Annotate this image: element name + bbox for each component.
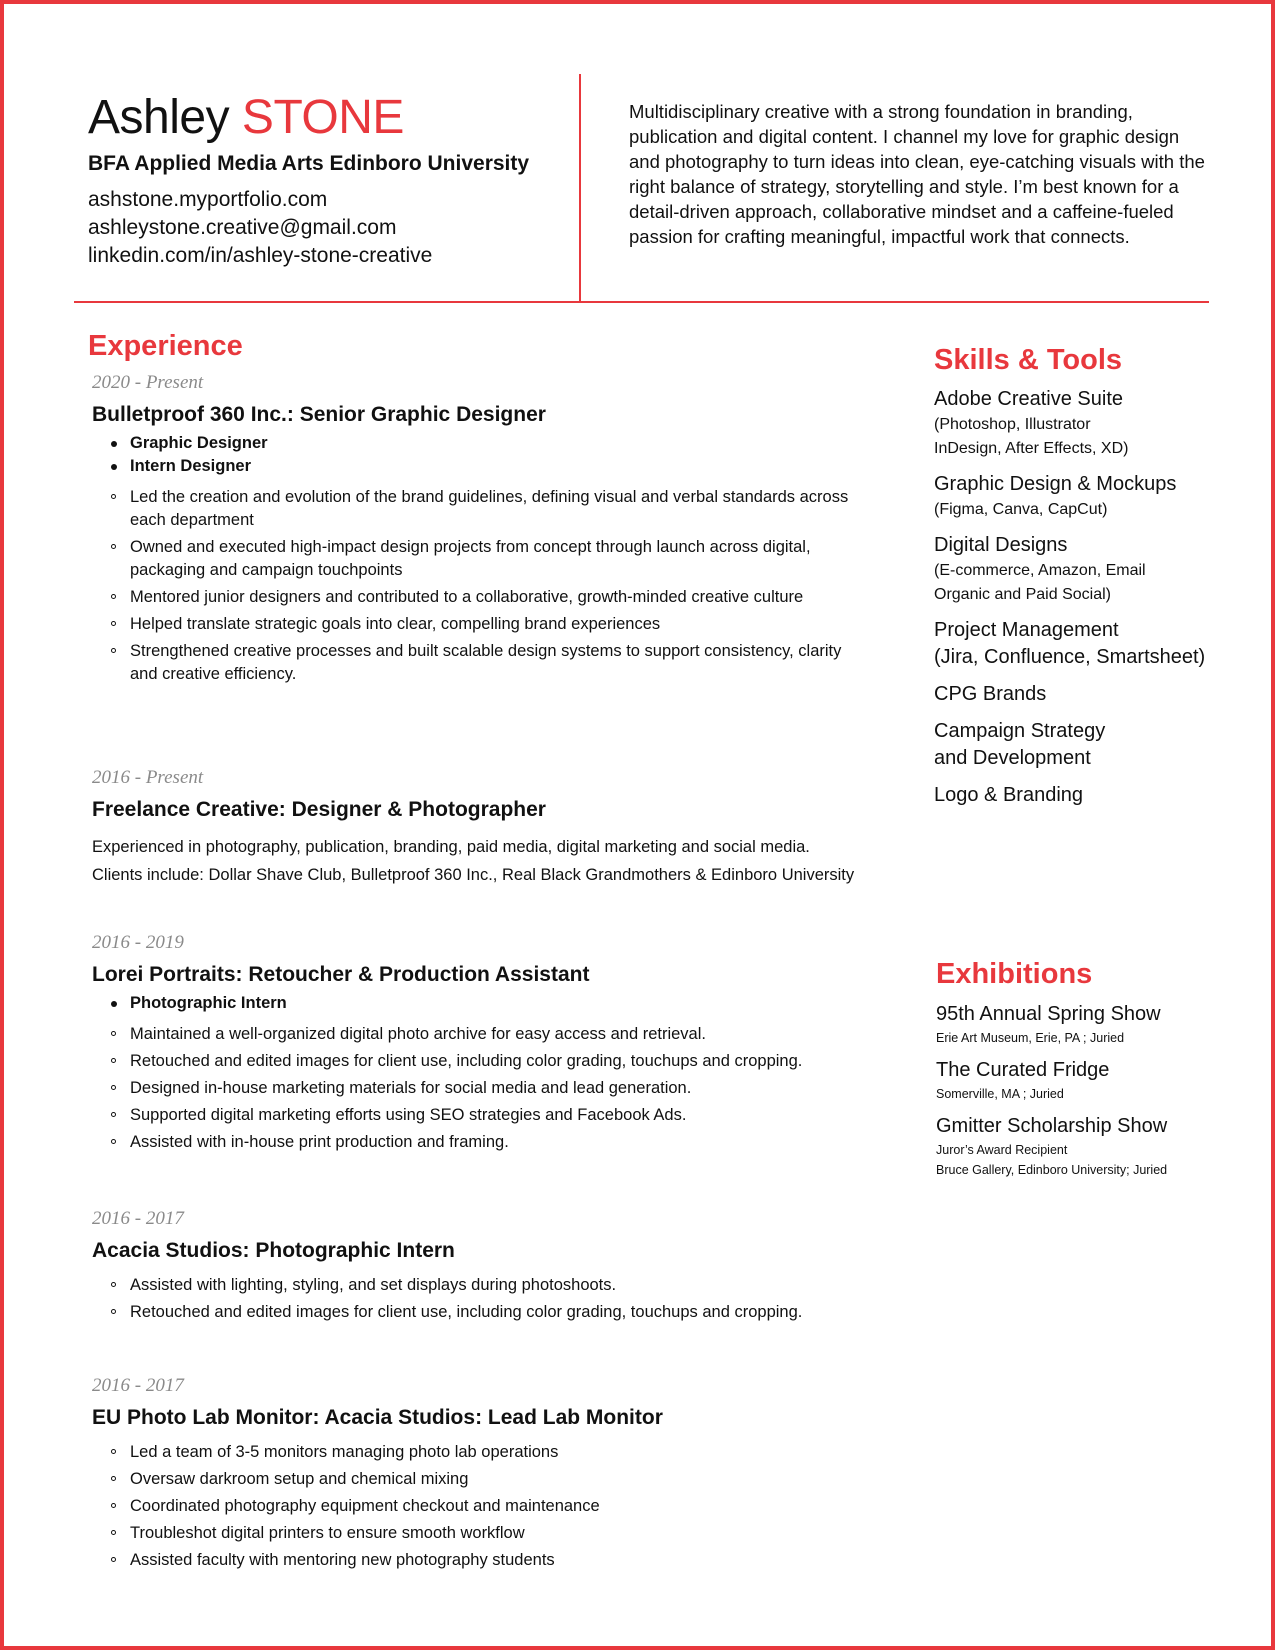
job-date: 2016 - Present	[92, 767, 204, 788]
responsibility-text: Retouched and edited images for client use, including color grading, touchups and cropping.	[130, 1052, 803, 1070]
responsibility-item	[92, 1077, 892, 1100]
bullet-ring-icon	[111, 1058, 116, 1063]
header-horizontal-divider	[74, 301, 1209, 303]
bullet-ring-icon	[111, 594, 116, 599]
skill-detail: (Figma, Canva, CapCut)	[934, 501, 1108, 518]
responsibility-list	[92, 486, 852, 686]
skill-item	[934, 532, 1234, 607]
role-list	[92, 992, 892, 1015]
skill-detail: (Jira, Confluence, Smartsheet)	[934, 646, 1206, 668]
exhibition-title: 95th Annual Spring Show	[936, 1003, 1161, 1025]
header-identity	[88, 88, 548, 270]
role-text: Photographic Intern	[130, 994, 287, 1012]
job-title: Lorei Portraits: Retoucher & Production Assistant	[92, 963, 590, 986]
skill-item	[934, 681, 1234, 708]
exhibition-detail: Juror’s Award Recipient	[936, 1143, 1068, 1157]
skill-detail: (Photoshop, Illustrator	[934, 416, 1091, 433]
responsibility-text: Coordinated photography equipment checkout and maintenance	[130, 1497, 600, 1515]
role-text: Intern Designer	[130, 457, 252, 475]
role-item	[92, 455, 892, 478]
skill-detail: InDesign, After Effects, XD)	[934, 440, 1129, 457]
skills-section	[934, 342, 1234, 819]
bullet-ring-icon	[111, 1085, 116, 1090]
candidate-name	[88, 88, 548, 148]
responsibility-text: Owned and executed high-impact design projects from concept through launch across digital, packaging and campaign touchpoints	[130, 538, 811, 579]
responsibility-list	[92, 1023, 892, 1154]
responsibility-item	[92, 536, 852, 582]
skill-name: Logo & Branding	[934, 784, 1084, 806]
skill-name: CPG Brands	[934, 683, 1047, 705]
role-list	[92, 432, 892, 478]
header-vertical-divider	[579, 74, 581, 301]
contact-info	[88, 186, 548, 270]
bullet-ring-icon	[111, 1476, 116, 1481]
bullet-ring-icon	[111, 1557, 116, 1562]
job-title: EU Photo Lab Monitor: Acacia Studios: Lead Lab Monitor	[92, 1406, 663, 1429]
skill-item	[934, 718, 1234, 772]
role-item	[92, 432, 892, 455]
responsibility-item	[92, 1104, 892, 1127]
skill-name: Project Management	[934, 619, 1119, 641]
portfolio-link[interactable]: ashstone.myportfolio.com	[88, 188, 328, 211]
role-item	[92, 992, 892, 1015]
responsibility-item	[92, 1495, 892, 1518]
job-date: 2020 - Present	[92, 372, 204, 393]
job-description-line: Clients include: Dollar Shave Club, Bulletproof 360 Inc., Real Black Grandmothers & Edinboro University	[92, 866, 855, 884]
linkedin-link[interactable]: linkedin.com/in/ashley-stone-creative	[88, 244, 433, 267]
exhibitions-section	[936, 956, 1236, 1180]
job-description-line: Experienced in photography, publication, branding, paid media, digital marketing and social media.	[92, 838, 810, 856]
exhibition-title: Gmitter Scholarship Show	[936, 1115, 1168, 1137]
job-date: 2016 - 2017	[92, 1375, 184, 1396]
exhibition-detail: Somerville, MA ; Juried	[936, 1087, 1064, 1101]
experience-heading: Experience	[88, 330, 243, 362]
responsibility-item	[92, 1274, 892, 1297]
responsibility-list	[92, 1441, 892, 1572]
job-title: Bulletproof 360 Inc.: Senior Graphic Designer	[92, 403, 546, 426]
responsibility-text: Troubleshot digital printers to ensure smooth workflow	[130, 1524, 525, 1542]
responsibility-item	[92, 586, 852, 609]
responsibility-item	[92, 1301, 892, 1324]
responsibility-item	[92, 1441, 892, 1464]
responsibility-text: Led the creation and evolution of the brand guidelines, defining visual and verbal standards across each department	[130, 488, 849, 529]
responsibility-item	[92, 1522, 892, 1545]
responsibility-text: Maintained a well-organized digital photo archive for easy access and retrieval.	[130, 1025, 706, 1043]
responsibility-text: Assisted with in-house print production and framing.	[130, 1133, 509, 1151]
bullet-dot-icon	[111, 464, 117, 470]
bullet-ring-icon	[111, 1282, 116, 1287]
bullet-ring-icon	[111, 1503, 116, 1508]
skill-item	[934, 386, 1234, 461]
job-title: Acacia Studios: Photographic Intern	[92, 1239, 455, 1262]
bullet-ring-icon	[111, 621, 116, 626]
email-link[interactable]: ashleystone.creative@gmail.com	[88, 216, 397, 239]
role-text: Graphic Designer	[130, 434, 268, 452]
exhibition-detail: Erie Art Museum, Erie, PA ; Juried	[936, 1031, 1125, 1045]
skill-name: Graphic Design & Mockups	[934, 473, 1177, 495]
job-description	[92, 833, 912, 889]
skill-detail: and Development	[934, 747, 1091, 769]
job-entry	[92, 370, 892, 690]
responsibility-item	[92, 1023, 892, 1046]
job-entry	[92, 765, 912, 889]
exhibition-title: The Curated Fridge	[936, 1059, 1110, 1081]
bullet-ring-icon	[111, 1449, 116, 1454]
first-name: Ashley	[88, 91, 230, 144]
responsibility-item	[92, 486, 852, 532]
skill-item	[934, 471, 1234, 522]
job-entry	[92, 1206, 892, 1328]
degree: BFA Applied Media Arts Edinboro University	[88, 152, 530, 175]
bullet-ring-icon	[111, 1309, 116, 1314]
responsibility-item	[92, 1050, 892, 1073]
responsibility-text: Led a team of 3-5 monitors managing photo lab operations	[130, 1443, 559, 1461]
responsibility-text: Strengthened creative processes and built scalable design systems to support consistency, clarity and creative efficiency.	[130, 642, 842, 683]
job-entry	[92, 930, 892, 1158]
responsibility-item	[92, 1468, 892, 1491]
skills-list	[934, 386, 1234, 809]
bullet-ring-icon	[111, 494, 116, 499]
skills-heading: Skills & Tools	[934, 344, 1123, 376]
responsibility-item	[92, 1131, 892, 1154]
responsibility-text: Designed in-house marketing materials for social media and lead generation.	[130, 1079, 692, 1097]
responsibility-text: Assisted with lighting, styling, and set displays during photoshoots.	[130, 1276, 617, 1294]
job-date: 2016 - 2019	[92, 932, 184, 953]
job-title: Freelance Creative: Designer & Photographer	[92, 798, 546, 821]
exhibition-item	[936, 1056, 1236, 1104]
bullet-ring-icon	[111, 1139, 116, 1144]
bullet-ring-icon	[111, 1031, 116, 1036]
skill-item	[934, 617, 1234, 671]
bullet-ring-icon	[111, 544, 116, 549]
responsibility-text: Oversaw darkroom setup and chemical mixing	[130, 1470, 469, 1488]
responsibility-text: Helped translate strategic goals into clear, compelling brand experiences	[130, 615, 661, 633]
bullet-ring-icon	[111, 1112, 116, 1117]
responsibility-item	[92, 640, 852, 686]
responsibility-text: Retouched and edited images for client use, including color grading, touchups and cropping.	[130, 1303, 803, 1321]
exhibitions-list	[936, 1000, 1236, 1180]
bullet-ring-icon	[111, 648, 116, 653]
responsibility-text: Supported digital marketing efforts using SEO strategies and Facebook Ads.	[130, 1106, 687, 1124]
exhibition-detail: Bruce Gallery, Edinboro University; Juried	[936, 1163, 1168, 1177]
bullet-dot-icon	[111, 1001, 117, 1007]
bullet-dot-icon	[111, 441, 117, 447]
job-date: 2016 - 2017	[92, 1208, 184, 1229]
exhibition-item	[936, 1000, 1236, 1048]
bullet-ring-icon	[111, 1530, 116, 1535]
responsibility-list	[92, 1274, 892, 1324]
skill-detail: Organic and Paid Social)	[934, 586, 1111, 603]
responsibility-text: Mentored junior designers and contributed to a collaborative, growth-minded creative culture	[130, 588, 804, 606]
exhibitions-heading: Exhibitions	[936, 958, 1093, 990]
responsibility-text: Assisted faculty with mentoring new photography students	[130, 1551, 555, 1569]
summary: Multidisciplinary creative with a strong foundation in branding, publication and digital content. I channel my love for graphic design and photography to turn ideas into clean, eye-catching visuals with the right balance of strategy, storytelling and style. I’m best known for a detail-driven approach, collaborative mindset and a caffeine-fueled passion for crafting meaningful, impactful work that connects.	[629, 101, 1205, 247]
skill-detail: (E-commerce, Amazon, Email	[934, 562, 1146, 579]
responsibility-item	[92, 613, 852, 636]
responsibility-item	[92, 1549, 892, 1572]
skill-name: Adobe Creative Suite	[934, 388, 1124, 410]
skill-item	[934, 782, 1234, 809]
skill-name: Campaign Strategy	[934, 720, 1106, 742]
job-entry	[92, 1373, 892, 1576]
last-name: STONE	[241, 91, 404, 144]
exhibition-item	[936, 1112, 1236, 1180]
skill-name: Digital Designs	[934, 534, 1068, 556]
